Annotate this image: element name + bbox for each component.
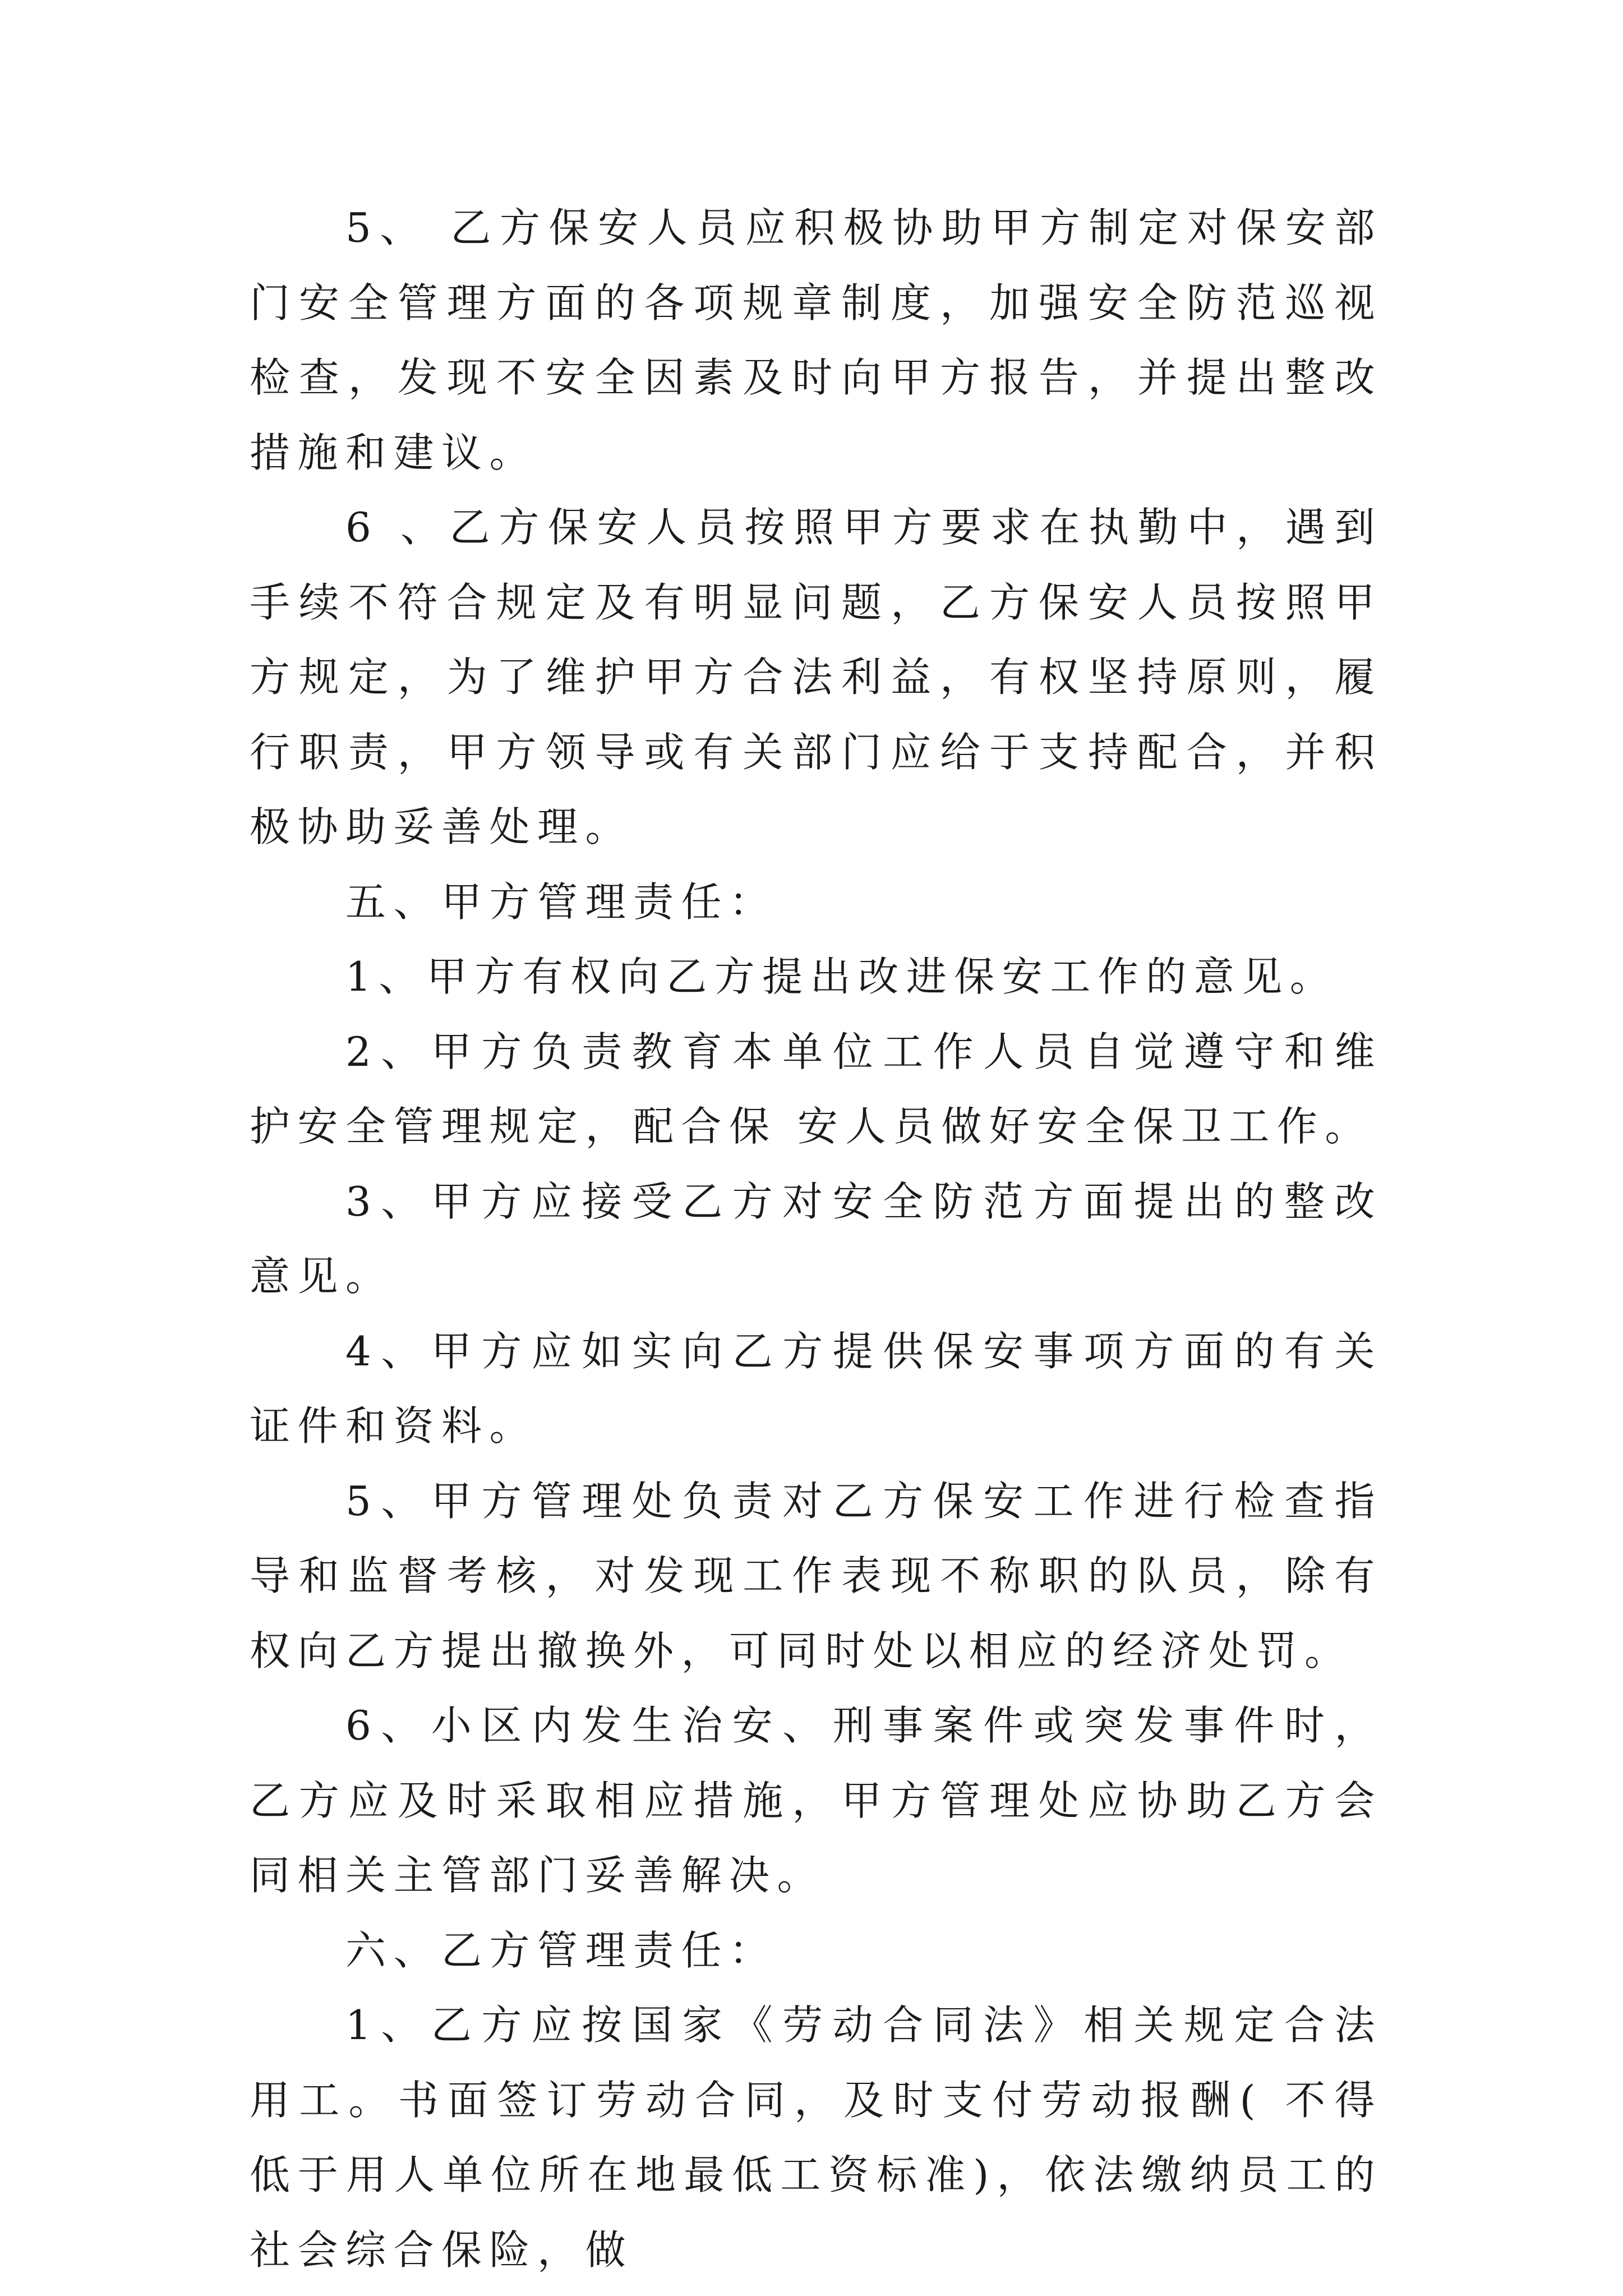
paragraph-party-a-item-3: 3、甲方应接受乙方对安全防范方面提出的整改意见。 xyxy=(250,1177,1382,1300)
paragraph-party-a-item-1: 1、甲方有权向乙方提出改进保安工作的意见。 xyxy=(345,953,1338,1000)
section-heading-party-b-responsibilities: 六、乙方管理责任： xyxy=(345,1926,777,1974)
paragraph-party-b-item-1: 1、乙方应按国家《劳动合同法》相关规定合法用工。书面签订劳动合同，及时支付劳动报酬( 不得低于用人单位所在地最低工资标准)，依法缴纳员工的社会综合保险，做 xyxy=(250,2001,1382,2274)
paragraph-party-a-item-2: 2、甲方负责教育本单位工作人员自觉遵守和维护安全管理规定，配合保 安人员做好安全保卫工作。 xyxy=(250,1028,1382,1150)
paragraph-party-a-item-6: 6、小区内发生治安、刑事案件或突发事件时，乙方应及时采取相应措施，甲方管理处应协助乙方会同相关主管部门妥善解决。 xyxy=(250,1702,1382,1899)
section-heading-party-a-responsibilities: 五、甲方管理责任： xyxy=(345,878,777,926)
paragraph-party-a-item-4: 4、甲方应如实向乙方提供保安事项方面的有关证件和资料。 xyxy=(250,1327,1382,1450)
paragraph-party-a-item-5: 5、甲方管理处负责对乙方保安工作进行检查指导和监督考核，对发现工作表现不称职的队员，除有权向乙方提出撤换外，可同时处以相应的经济处罚。 xyxy=(250,1477,1382,1674)
paragraph-guard-cooperation: 5、 乙方保安人员应积极协助甲方制定对保安部门安全管理方面的各项规章制度，加强安全防范巡视检查，发现不安全因素及时向甲方报告，并提出整改措施和建议。 xyxy=(250,204,1382,476)
paragraph-guard-duty-principles: 6 、乙方保安人员按照甲方要求在执勤中，遇到手续不符合规定及有明显问题，乙方保安人员按照甲方规定，为了维护甲方合法利益，有权坚持原则，履行职责，甲方领导或有关部门应给于支持配合，并积极协助妥善处理。 xyxy=(250,504,1382,850)
document-body xyxy=(250,191,1382,2288)
